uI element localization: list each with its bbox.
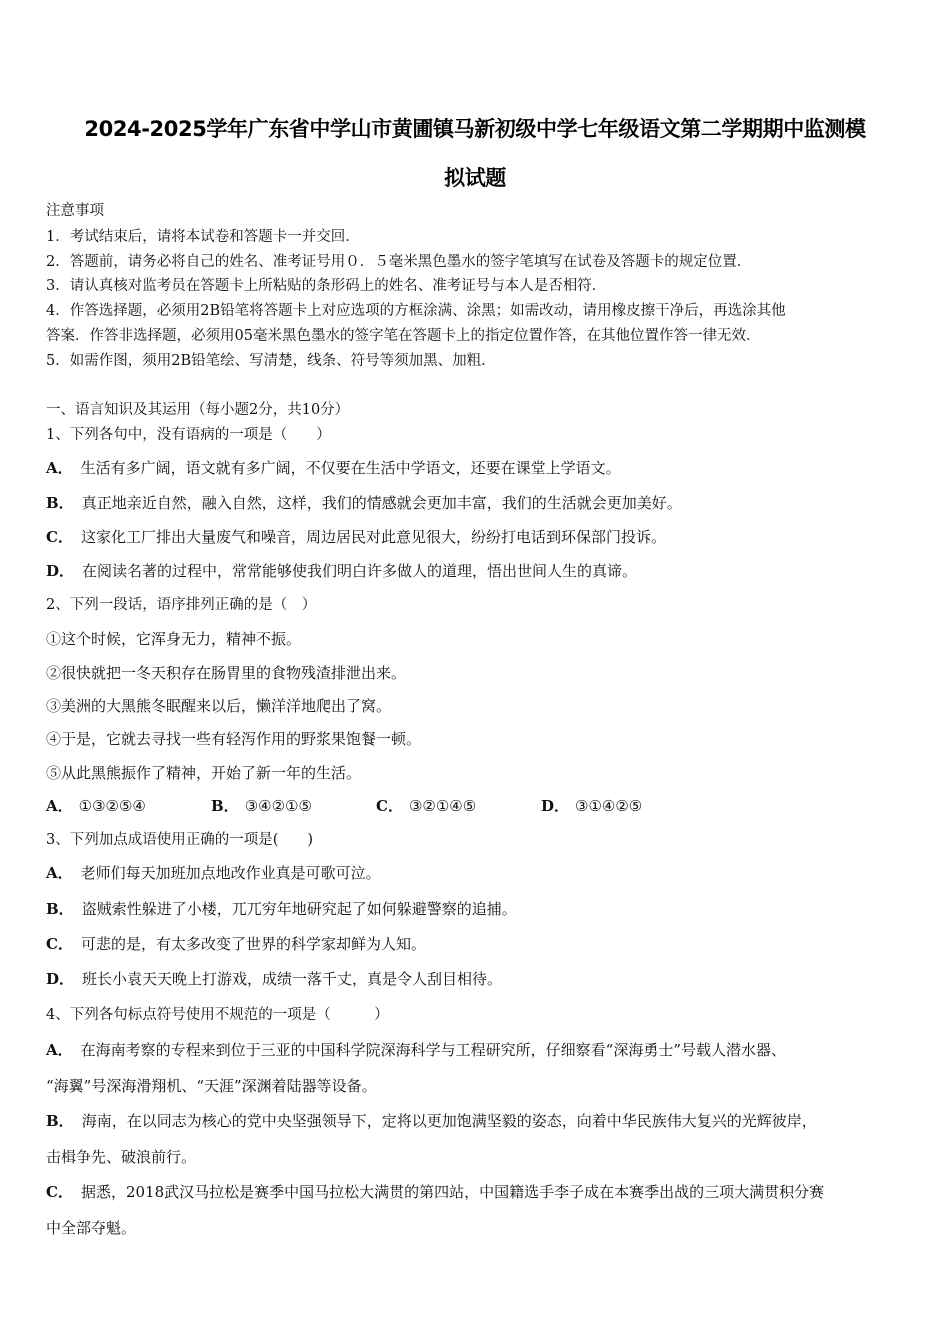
notice-item-4-cont: 答案．作答非选择题，必须用05毫米黑色墨水的签字笔在答题卡上的指定位置作答，在其他位置作答一律无效． bbox=[46, 328, 761, 344]
option-b-cont: 击楫争先、破浪前行。 bbox=[46, 1148, 197, 1166]
option-a: A． 生活有多广阔，语文就有多广阔，不仅要在生活中学语文，还要在课堂上学语文。 bbox=[46, 459, 621, 477]
option-b: B． 真正地亲近自然，融入自然，这样，我们的情感就会更加丰富，我们的生活就会更加美好。 bbox=[46, 494, 682, 512]
sentence-1: ①这个时候，它浑身无力，精神不振。 bbox=[46, 630, 302, 648]
notice-heading: 注意事项 bbox=[46, 203, 104, 219]
question-stem: 2、下列一段话，语序排列正确的是（ ） bbox=[46, 597, 317, 613]
option-c: C． 据悉，2018武汉马拉松是赛季中国马拉松大满贯的第四站，中国籍选手李子成在本赛季出战的三项大满贯积分赛 bbox=[46, 1183, 825, 1201]
choice-d: D． ③①④②⑤ bbox=[541, 797, 643, 815]
option-c: C． 可悲的是，有太多改变了世界的科学家却鲜为人知。 bbox=[46, 935, 426, 953]
option-c-cont: 中全部夺魁。 bbox=[46, 1219, 137, 1237]
question-stem: 1、下列各句中，没有语病的一项是（ ） bbox=[46, 427, 331, 443]
choice-b: B． ③④②①⑤ bbox=[211, 797, 312, 815]
choice-row bbox=[46, 796, 906, 816]
option-d: D． 在阅读名著的过程中，常常能够使我们明白许多做人的道理，悟出世间人生的真谛。 bbox=[46, 562, 638, 580]
notice-item-3: 3．请认真核对监考员在答题卡上所粘贴的条形码上的姓名、准考证号与本人是否相符． bbox=[46, 278, 607, 294]
notice-item-2: 2．答题前，请务必将自己的姓名、准考证号用０．５毫米黑色墨水的签字笔填写在试卷及答题卡的规定位置． bbox=[46, 254, 752, 270]
option-c: C． 这家化工厂排出大量废气和噪音，周边居民对此意见很大，纷纷打电话到环保部门投诉。 bbox=[46, 528, 666, 546]
sentence-3: ③美洲的大黑熊冬眠醒来以后，懒洋洋地爬出了窝。 bbox=[46, 697, 392, 715]
notice-item-4: 4．作答选择题，必须用2B铅笔将答题卡上对应选项的方框涂满、涂黑；如需改动，请用橡皮擦干净后，再选涂其他 bbox=[46, 303, 786, 319]
option-d: D． 班长小袁天天晚上打游戏，成绩一落千丈，真是令人刮目相待。 bbox=[46, 970, 503, 988]
question-stem: 3、下列加点成语使用正确的一项是( ) bbox=[46, 832, 314, 848]
choice-c: C． ③②①④⑤ bbox=[376, 797, 477, 815]
option-a: A． 老师们每天加班加点地改作业真是可歌可泣。 bbox=[46, 864, 381, 882]
sentence-2: ②很快就把一冬天积存在肠胃里的食物残渣排泄出来。 bbox=[46, 664, 407, 682]
notice-item-5: 5．如需作图，须用2B铅笔绘、写清楚，线条、符号等须加黑、加粗． bbox=[46, 353, 496, 369]
option-a: A． 在海南考察的专程来到位于三亚的中国科学院深海科学与工程研究所，仔细察看“深海勇士”号载人潜水器、 bbox=[46, 1041, 786, 1059]
choice-a: A． ①③②⑤④ bbox=[46, 797, 146, 815]
section-heading: 一、语言知识及其运用（每小题2分，共10分） bbox=[46, 402, 350, 418]
option-b: B． 海南，在以同志为核心的党中央坚强领导下，定将以更加饱满坚毅的姿态，向着中华民族伟大复兴的光辉彼岸， bbox=[46, 1112, 817, 1130]
question-stem: 4、下列各句标点符号使用不规范的一项是（ ） bbox=[46, 1007, 389, 1023]
option-b: B． 盗贼索性躲进了小楼，兀兀穷年地研究起了如何躲避警察的追捕。 bbox=[46, 900, 517, 918]
exam-title-line1: 2024-2025学年广东省中学山市黄圃镇马新初级中学七年级语文第二学期期中监测模 bbox=[84, 117, 866, 141]
option-a-cont: “海翼”号深海滑翔机、“天涯”深渊着陆器等设备。 bbox=[46, 1077, 377, 1095]
sentence-4: ④于是，它就去寻找一些有轻泻作用的野浆果饱餐一顿。 bbox=[46, 730, 422, 748]
sentence-5: ⑤从此黑熊振作了精神，开始了新一年的生活。 bbox=[46, 764, 362, 782]
notice-item-1: 1．考试结束后，请将本试卷和答题卡一并交回． bbox=[46, 229, 360, 245]
exam-title-line2: 拟试题 bbox=[444, 166, 506, 190]
